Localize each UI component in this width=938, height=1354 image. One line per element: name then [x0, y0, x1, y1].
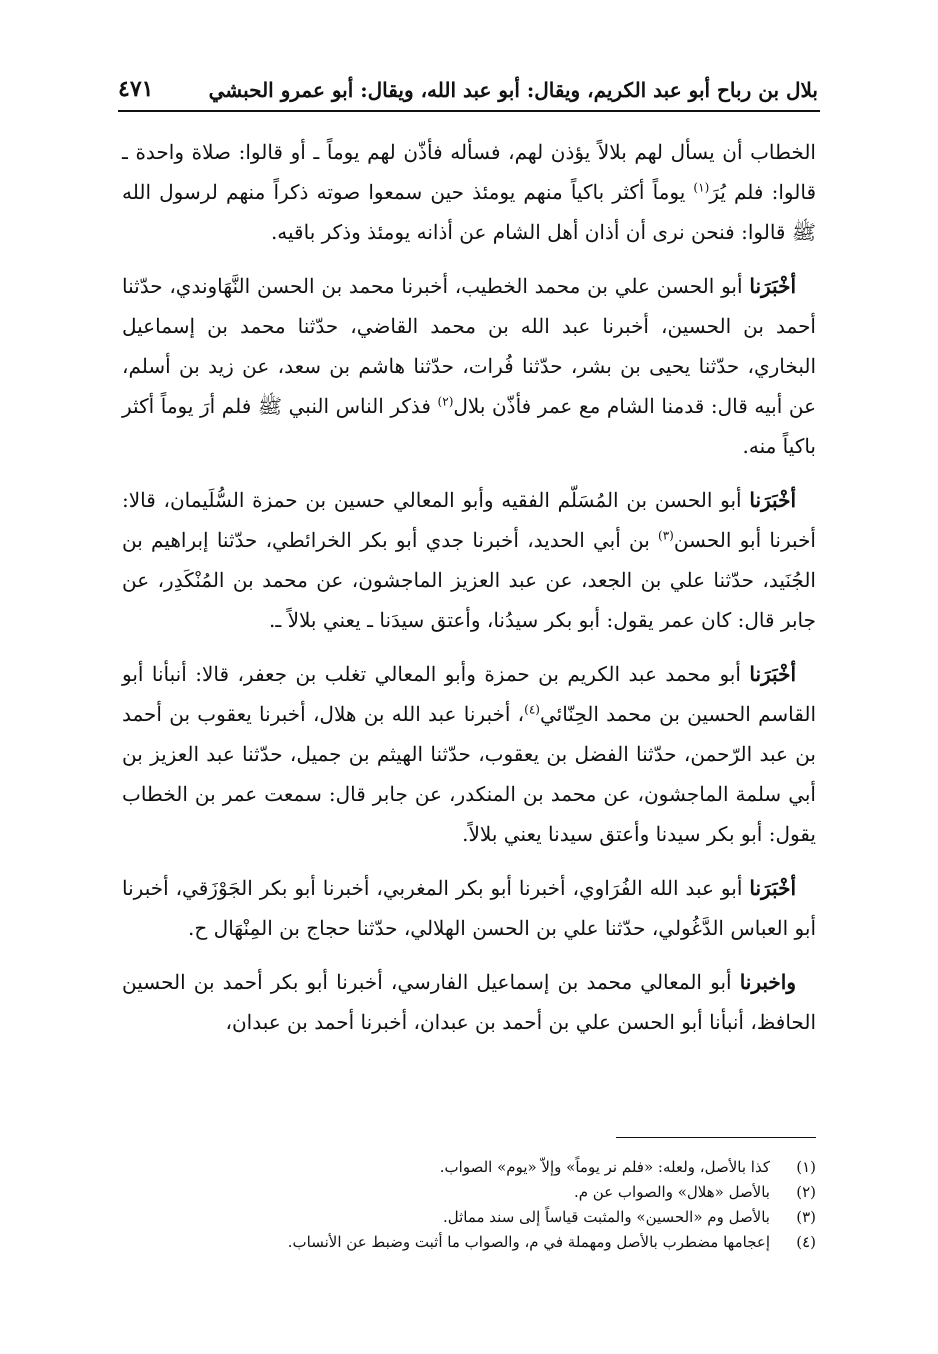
paragraph-text: فذكر الناس النبي ﷺ فلم أرَ يوماً أكثر باكياً منه. — [122, 394, 816, 458]
main-text — [122, 132, 816, 1056]
running-title: بلال بن رباح أبو عبد الكريم، ويقال: أبو عبد الله، ويقال: أبو عمرو الحبشي — [208, 78, 818, 102]
paragraph-lead-word: أخْبَرَنا — [749, 876, 796, 900]
paragraph-text: الخطاب أن يسأل لهم بلالاً يؤذن لهم، فسأله فأذّن لهم يوماً ـ أو قالوا: صلاة واحدة ـ قالوا: فلم يُرَ — [122, 140, 817, 204]
footnote — [122, 1180, 816, 1205]
paragraph-text: أبو الحسن بن المُسَلّم الفقيه وأبو المعالي حسين بن حمزة السُّلَيمان، قالا: أخبرنا أبو الحسن — [122, 488, 816, 552]
paragraph-text: أبو الحسن علي بن محمد الخطيب، أخبرنا محمد بن الحسن النَّهَاوندي، حدّثنا أحمد بن الحسين، أخبرنا عبد الله بن محمد القاضي، حدّثنا محمد بن إسماعيل البخاري، حدّثنا يحيى بن بشر، حدّثنا فُرات، حدّثنا هاشم بن سعد، عن زيد بن أسلم، عن أبيه قال: قدمنا الشام مع عمر فأذّن بلال — [122, 274, 816, 418]
paragraph-text: يوماً أكثر باكياً منهم يومئذ حين سمعوا صوته ذكراً منهم لرسول الله ﷺ قالوا: فنحن نرى أن أذان أهل الشام عن أذانه يومئذ وذكر باقيه. — [122, 180, 816, 244]
running-head — [118, 62, 818, 102]
footnote-ref: (٣) — [658, 528, 674, 543]
paragraph-lead-word: واخبرنا — [739, 970, 796, 994]
paragraph-text: ، أخبرنا عبد الله بن هلال، أخبرنا يعقوب بن أحمد بن عبد الرّحمن، حدّثنا الفضل بن يعقوب، حدّثنا الهيثم بن جميل، حدّثنا عبد العزيز بن أبي سلمة الماجشون، عن محمد بن المنكدر، عن جابر قال: سمعت عمر بن الخطاب يقول: أبو بكر سيدنا وأعتق سيدنا يعني بلالاً. — [122, 702, 816, 846]
footnote-text: بالأصل «هلال» والصواب عن م. — [573, 1183, 770, 1201]
footnote — [122, 1205, 816, 1230]
footnote-text: إعجامها مضطرب بالأصل ومهملة في م، والصواب ما أثبت وضبط عن الأنساب. — [287, 1233, 770, 1251]
page-number: ٤٧١ — [118, 75, 154, 102]
footnote-number: (٤) — [796, 1233, 816, 1251]
paragraph-lead-word: أخْبَرَنا — [749, 662, 796, 686]
paragraph — [122, 962, 816, 1042]
paragraph-text: أبو المعالي محمد بن إسماعيل الفارسي، أخبرنا أبو بكر أحمد بن الحسين الحافظ، أنبأنا أبو الحسن علي بن أحمد بن عبدان، أخبرنا أحمد بن عبدان، — [122, 970, 816, 1034]
paragraph-lead-word: أخْبَرَنا — [749, 274, 796, 298]
paragraph — [122, 132, 816, 252]
paragraph — [122, 868, 816, 948]
footnote-number: (٣) — [796, 1208, 816, 1226]
paragraph — [122, 480, 816, 640]
paragraph-text: بن أبي الحديد، أخبرنا جدي أبو بكر الخرائطي، حدّثنا إبراهيم بن الجُنَيد، حدّثنا علي بن الجعد، عن عبد العزيز الماجشون، عن محمد بن المُنْكَدِر، عن جابر قال: كان عمر يقول: أبو بكر سيدُنا، وأعتق سيدَنا ـ يعني بلالاً ـ. — [122, 528, 816, 632]
paragraph-lead-word: أخْبَرَنا — [749, 488, 796, 512]
footnotes — [122, 1155, 816, 1255]
footnote — [122, 1230, 816, 1255]
footnote-ref: (١) — [693, 180, 710, 195]
paragraph-text: أبو محمد عبد الكريم بن حمزة وأبو المعالي تغلب بن جعفر، قالا: أنبأنا أبو القاسم الحسين بن محمد الحِنّائي — [122, 662, 816, 726]
footnote-ref: (٤) — [524, 702, 540, 717]
header-rule — [118, 110, 820, 112]
footnote-text: بالأصل وم «الحسين» والمثبت قياساً إلى سند مماثل. — [442, 1208, 770, 1226]
footnote — [122, 1155, 816, 1180]
footnote-ref: (٢) — [437, 394, 454, 409]
paragraph — [122, 266, 816, 466]
footnote-rule — [616, 1137, 816, 1138]
footnote-number: (٢) — [796, 1183, 816, 1201]
paragraph — [122, 654, 816, 854]
footnote-text: كذا بالأصل، ولعله: «فلم نر يوماً» وإلاّ «يوم» الصواب. — [439, 1158, 770, 1176]
paragraph-text: أبو عبد الله الفُرَاوي، أخبرنا أبو بكر المغربي، أخبرنا أبو بكر الجَوْزَقي، أخبرنا أبو العباس الدَّغُولي، حدّثنا علي بن الحسن الهلالي، حدّثنا حجاج بن المِنْهَال ح. — [122, 876, 816, 940]
footnote-number: (١) — [796, 1158, 816, 1176]
